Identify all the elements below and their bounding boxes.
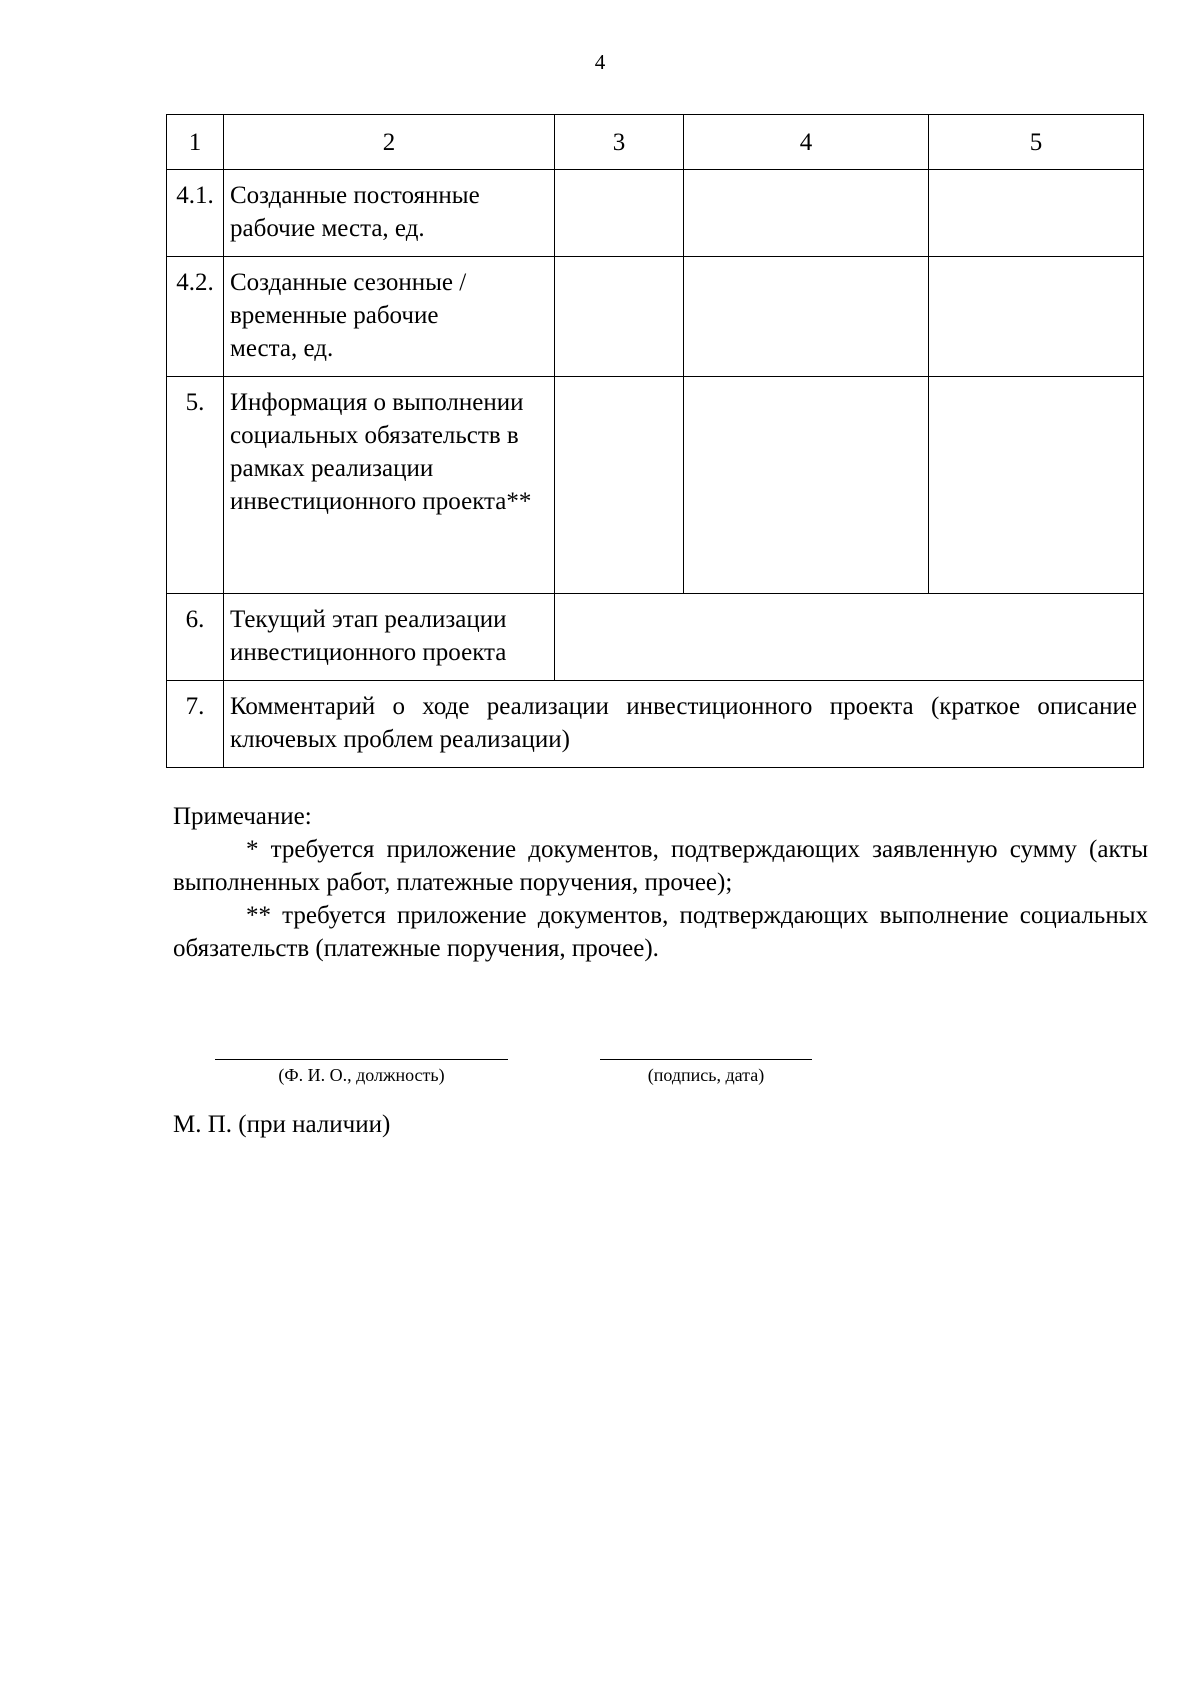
column-header: 1 [167,115,224,170]
table-row [167,377,1144,594]
column-header: 3 [555,115,684,170]
note-item: ** требуется приложение документов, подтверждающих выполнение социальных обязательств (платежные поручения, прочее). [173,902,1148,962]
notes-section [173,800,1148,965]
fio-caption: (Ф. И. О., должность) [278,1065,445,1085]
table-cell [555,257,684,377]
row-number: 5. [167,377,224,594]
table-row [167,170,1144,257]
table-cell [929,257,1144,377]
row-label: Текущий этап реализации инвестиционного проекта [224,594,555,681]
table-cell [684,377,929,594]
table-row [167,681,1144,768]
table-cell [684,257,929,377]
row-number: 6. [167,594,224,681]
row-label: Информация о выполнении социальных обязательств в рамках реализации инвестиционного проекта** [224,377,555,594]
table-cell [684,170,929,257]
note-item: * требуется приложение документов, подтверждающих заявленную сумму (акты выполненных работ, платежные поручения, прочее); [173,836,1148,896]
fio-signature-line [215,1059,508,1060]
column-header: 4 [684,115,929,170]
report-table [166,114,1144,768]
row-number: 4.2. [167,257,224,377]
signature-line [600,1059,812,1060]
table-header-row [167,115,1144,170]
page-number: 4 [594,50,606,74]
table-cell [929,377,1144,594]
row-number: 4.1. [167,170,224,257]
row-label: Созданные сезонные / временные рабочие места, ед. [224,257,555,377]
table-cell [555,170,684,257]
row-label: Созданные постоянные рабочие места, ед. [224,170,555,257]
stamp-note: М. П. (при наличии) [173,1111,391,1138]
table-cell [929,170,1144,257]
row-number: 7. [167,681,224,768]
column-header: 2 [224,115,555,170]
table-cell [555,377,684,594]
table-row [167,257,1144,377]
signature-caption: (подпись, дата) [647,1065,765,1085]
table-cell [555,594,1144,681]
column-header: 5 [929,115,1144,170]
table-row [167,594,1144,681]
row-label: Комментарий о ходе реализации инвестиционного проекта (краткое описание ключевых проблем реализации) [224,681,1144,768]
notes-title: Примечание: [173,803,312,830]
